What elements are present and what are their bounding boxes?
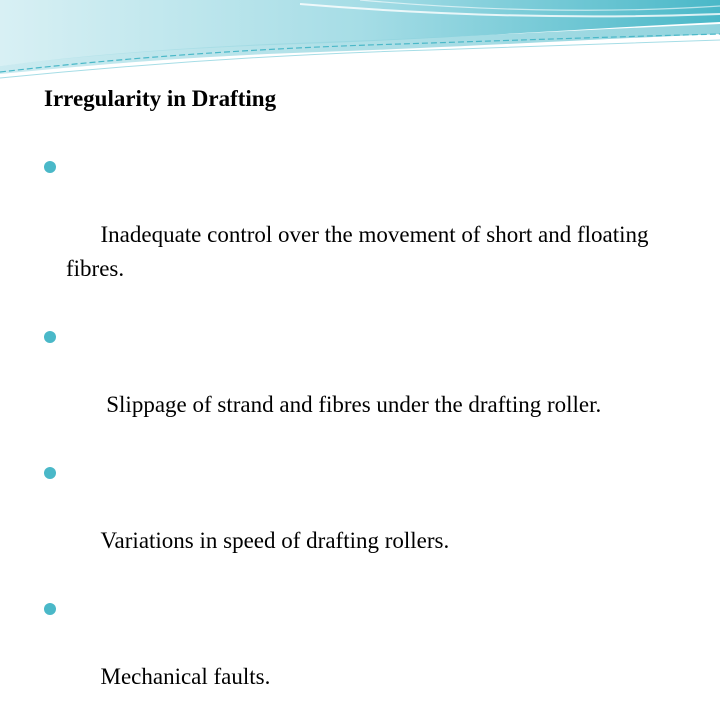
bullet-text: Slippage of strand and fibres under the drafting roller. [100, 392, 602, 417]
bullet-item [44, 592, 704, 728]
slide-title: Irregularity in Drafting [44, 86, 277, 111]
bullet-item [44, 456, 704, 592]
header-wave-decoration [0, 0, 720, 90]
bullet-dot-icon [44, 603, 56, 615]
bullet-item [44, 320, 704, 456]
bullet-item [44, 150, 704, 320]
bullet-text: Inadequate control over the movement of short and floating fibres. [66, 222, 655, 281]
bullet-text: Variations in speed of drafting rollers. [100, 528, 450, 553]
bullet-dot-icon [44, 161, 56, 173]
bullet-dot-icon [44, 467, 56, 479]
bullet-dot-icon [44, 331, 56, 343]
bullet-list [44, 150, 704, 728]
bullet-text: Mechanical faults. [100, 664, 271, 689]
